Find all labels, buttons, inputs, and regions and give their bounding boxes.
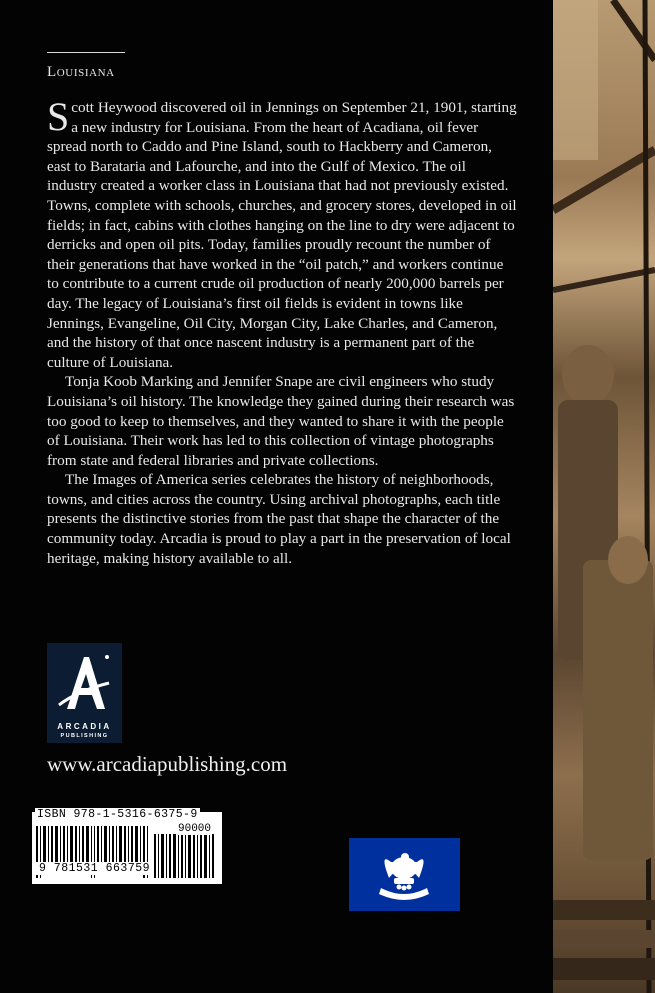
paragraph-2: Tonja Koob Marking and Jennifer Snape are civil engineers who study Louisiana’s oil history. The knowledge they gained during their research was too good to keep to themselves, and they wanted to share it with the people of Louisiana. Their work has led to this collection of vintage photographs from state and federal libraries and private collections. — [47, 373, 515, 469]
paragraph-1-text: cott Heywood discovered oil in Jennings on September 21, 1901, starting a new industry for Louisiana. From the heart of Acadiana, oil fever spread north to Caddo and Pine Island, south to Hackberry and Cameron, east to Barataria and Lafourche, and into the Gulf of Mexico. The oil industry created a worker class in Louisiana that had not previously existed. Towns, complete with schools, churches, and grocery stores, developed in oil fields; in fact, cabins with clothes hanging on the line to dry were adjacent to derricks and open oil pits. Today, families proudly recount the number of their generations that have worked in the “oil patch,” and workers continue to contribute to a current crude oil production of nearly 200,000 barrels per day. The legacy of Louisiana’s first oil fields is evident in towns like Jennings, Evangeline, Oil City, Morgan City, Lake Charles, and Cameron, and the history of that once nascent industry is a permanent part of the culture of Louisiana. — [47, 99, 517, 371]
cover-photo-strip — [553, 0, 655, 993]
drop-cap: S — [47, 94, 70, 139]
isbn-label: ISBN 978-1-5316-6375-9 — [37, 808, 198, 821]
title-rule — [47, 52, 125, 53]
logo-arcadia-word: ARCADIA — [57, 722, 112, 731]
louisiana-flag-icon — [349, 838, 460, 911]
publisher-website: www.arcadiapublishing.com — [47, 752, 288, 776]
price-code: 90000 — [178, 823, 212, 835]
barcode-number: 9 781531 663759 — [36, 862, 153, 875]
paragraph-1 — [47, 94, 517, 372]
paragraph-3: The Images of America series celebrates the history of neighborhoods, towns, and cities across the country. Using archival photographs, each title presents the distinctive stories from the past that shape the character of the community today. Arcadia is proud to play a part in the preservation of local heritage, making history available to all. — [47, 471, 511, 567]
description-text — [47, 94, 517, 568]
section-title: Louisiana — [47, 64, 115, 80]
logo-publishing-word: PUBLISHING — [60, 733, 109, 739]
